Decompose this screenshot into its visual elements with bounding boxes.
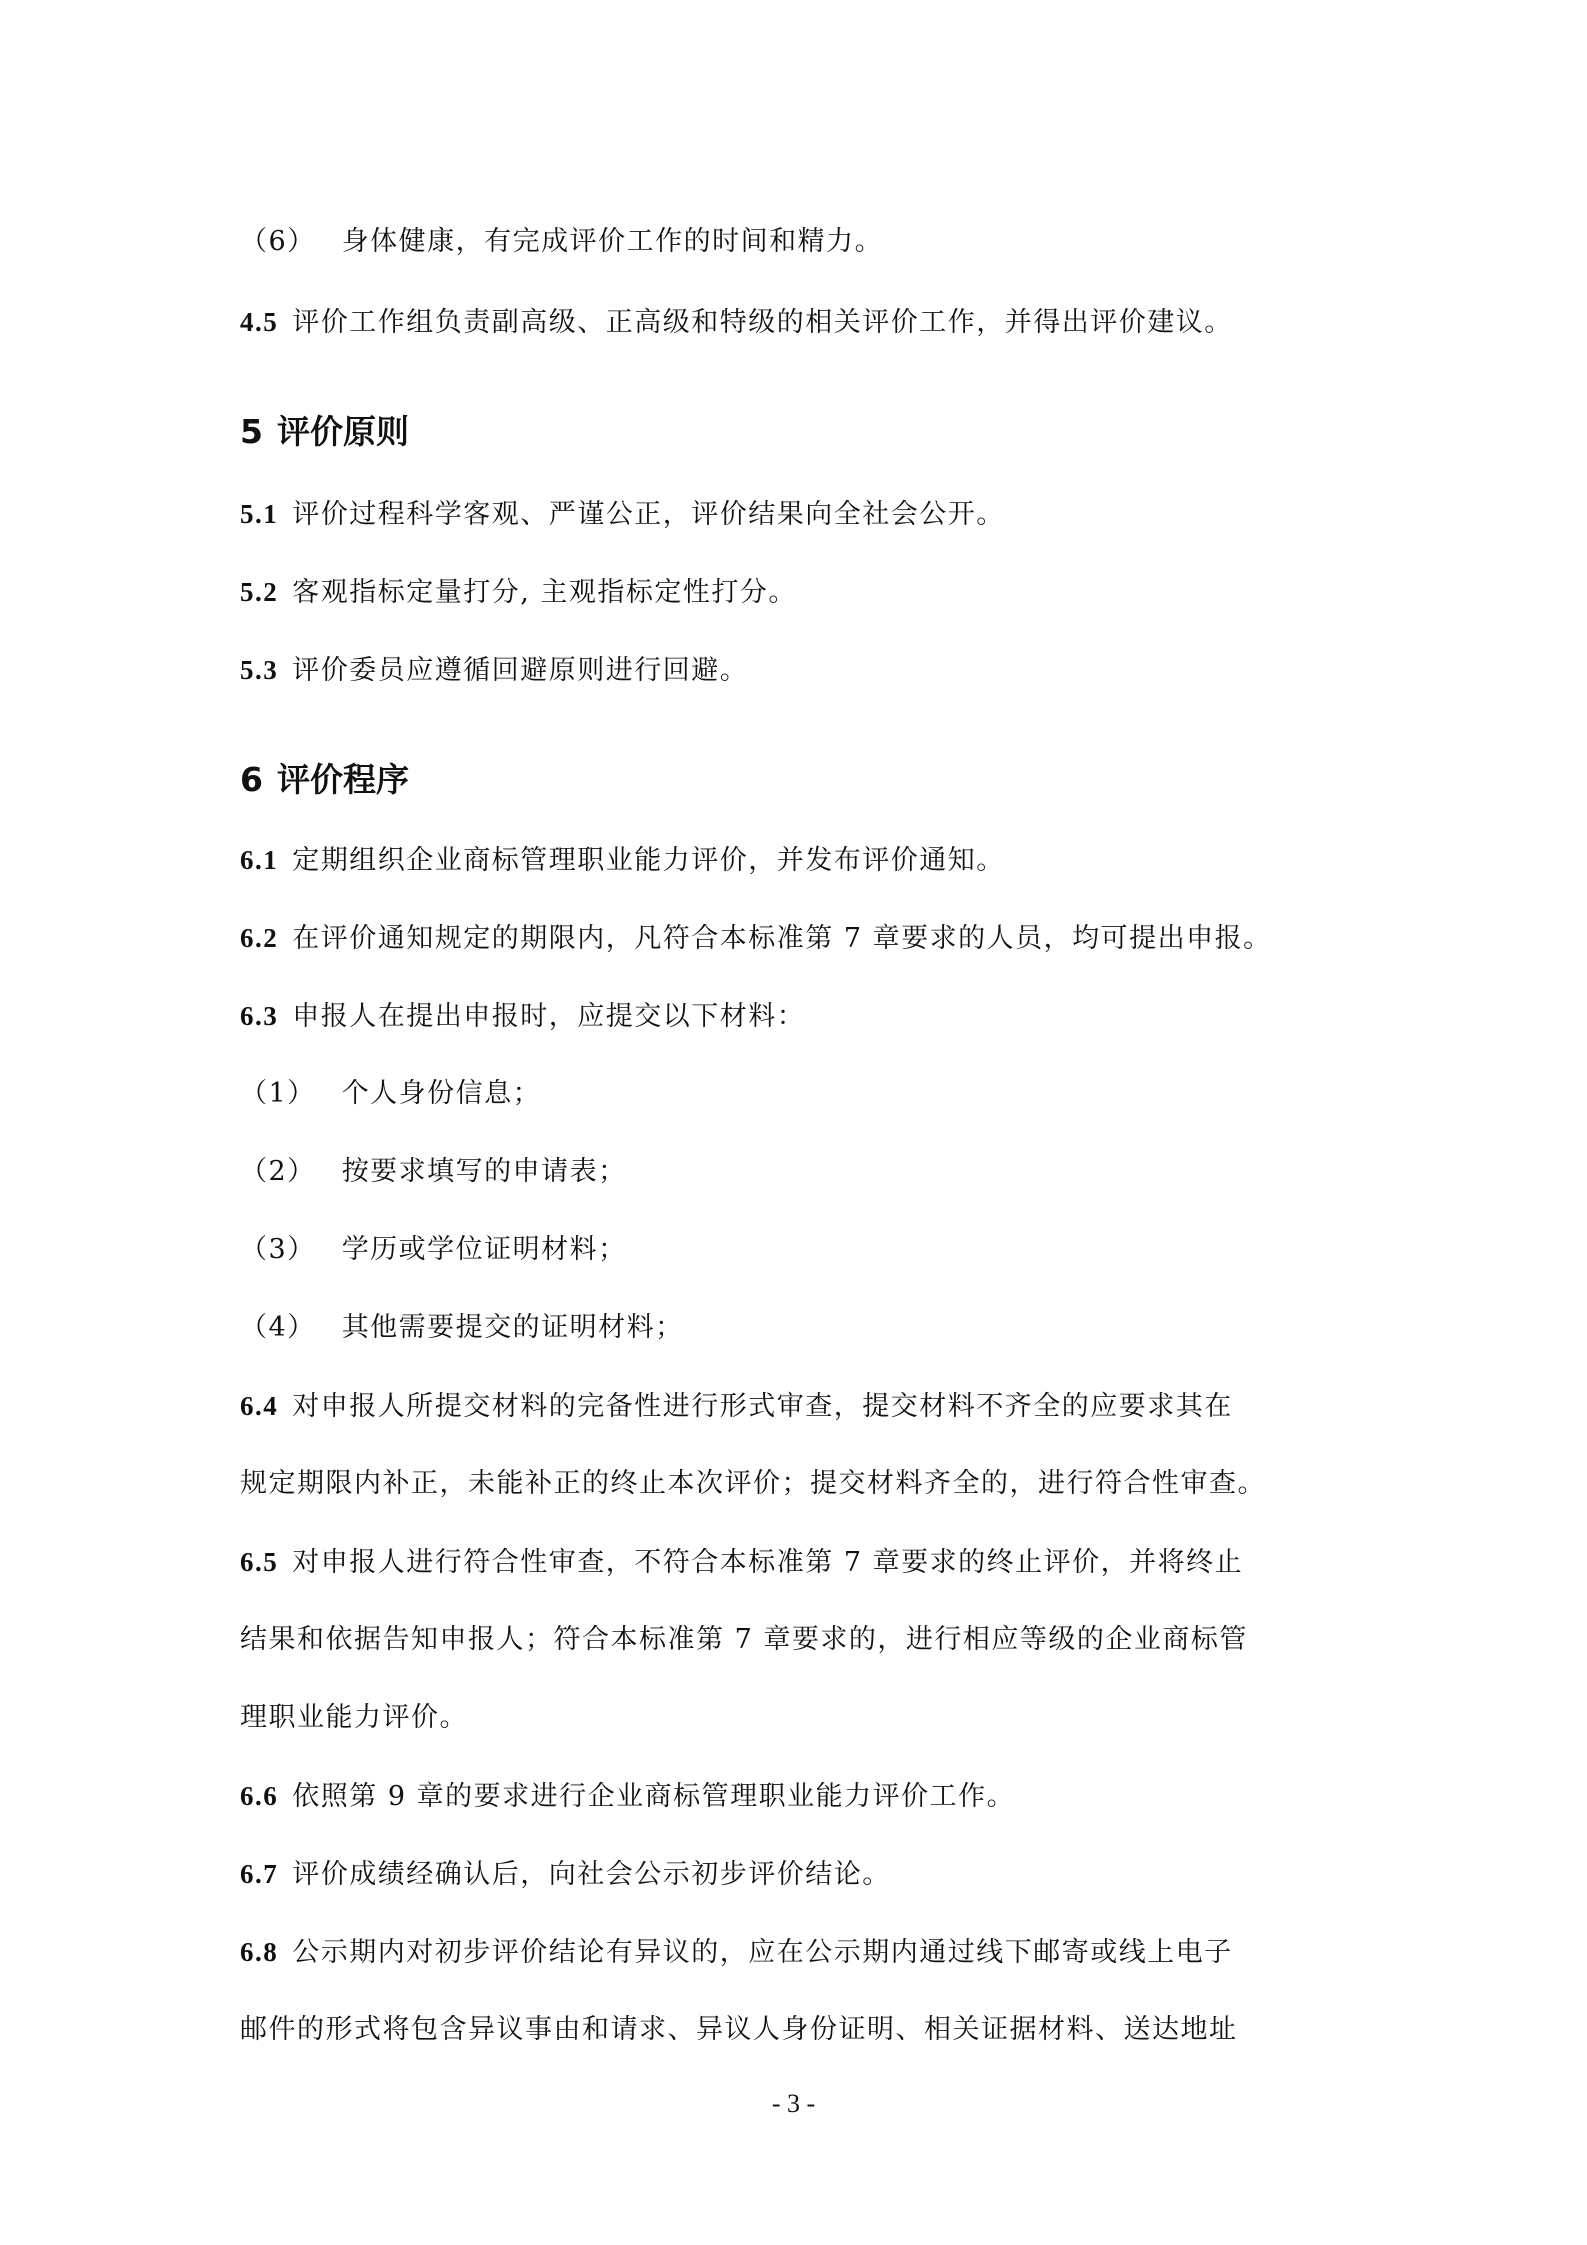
clause-number: 4.5 [240, 307, 279, 337]
list-text: 身体健康，有完成评价工作的时间和精力。 [341, 226, 884, 257]
clause-number: 5.1 [240, 499, 279, 529]
clause-number: 6.6 [240, 1781, 279, 1811]
clause-6-6 [240, 1776, 1015, 1817]
clause-5-2 [240, 572, 797, 613]
clause-number: 6.8 [240, 1937, 279, 1967]
page-number: - 3 - [771, 2089, 816, 2118]
clause-text: 评价成绩经确认后，向社会公示初步评价结论。 [292, 1859, 891, 1890]
list-marker: （2） [240, 1156, 316, 1187]
clause-6-5-continued-2 [240, 1698, 468, 1738]
clause-6-4 [240, 1386, 1233, 1427]
clause-5-1 [240, 494, 1005, 535]
clause-number: 6.1 [240, 845, 279, 875]
list-item-2 [240, 1152, 627, 1192]
clause-text: 客观指标定量打分, 主观指标定性打分。 [292, 577, 797, 608]
clause-number: 5.3 [240, 655, 279, 685]
list-item-6 [240, 222, 883, 262]
clause-6-3 [240, 996, 805, 1037]
clause-text: 定期组织企业商标管理职业能力评价，并发布评价通知。 [292, 845, 1005, 876]
list-marker: （1） [240, 1078, 316, 1109]
clause-6-5-continued [240, 1620, 1248, 1660]
clause-6-8-continued [240, 2010, 1238, 2050]
clause-number: 5.2 [240, 577, 279, 607]
list-text: 其他需要提交的证明材料； [341, 1312, 684, 1343]
list-marker: （4） [240, 1312, 316, 1343]
clause-text: 评价委员应遵循回避原则进行回避。 [292, 655, 749, 686]
section-heading-5 [240, 410, 409, 454]
clause-number: 6.7 [240, 1859, 279, 1889]
clause-6-1 [240, 840, 1005, 881]
clause-5-3 [240, 650, 748, 691]
clause-4-5 [240, 302, 1233, 343]
clause-text: 结果和依据告知申报人；符合本标准第 7 章要求的，进行相应等级的企业商标管 [240, 1624, 1248, 1655]
clause-text: 在评价通知规定的期限内，凡符合本标准第 7 章要求的人员，均可提出申报。 [292, 923, 1272, 954]
clause-number: 6.2 [240, 923, 279, 953]
clause-text: 邮件的形式将包含异议事由和请求、异议人身份证明、相关证据材料、送达地址 [240, 2014, 1238, 2045]
clause-text: 评价工作组负责副高级、正高级和特级的相关评价工作，并得出评价建议。 [292, 307, 1233, 338]
clause-6-7 [240, 1854, 891, 1895]
clause-number: 6.3 [240, 1001, 279, 1031]
list-text: 学历或学位证明材料； [341, 1234, 627, 1265]
clause-text: 对申报人所提交材料的完备性进行形式审查，提交材料不齐全的应要求其在 [292, 1391, 1233, 1422]
clause-text: 评价过程科学客观、严谨公正，评价结果向全社会公开。 [292, 499, 1005, 530]
list-item-1 [240, 1074, 541, 1114]
clause-6-5 [240, 1542, 1243, 1583]
clause-6-2 [240, 918, 1272, 959]
section-title: 评价原则 [276, 412, 409, 451]
clause-text: 理职业能力评价。 [240, 1702, 468, 1733]
list-item-3 [240, 1230, 627, 1270]
clause-text: 申报人在提出申报时，应提交以下材料： [292, 1001, 806, 1032]
list-text: 个人身份信息； [341, 1078, 542, 1109]
section-number: 5 [240, 412, 263, 451]
clause-text: 规定期限内补正，未能补正的终止本次评价；提交材料齐全的，进行符合性审查。 [240, 1468, 1266, 1499]
section-number: 6 [240, 760, 263, 799]
clause-number: 6.5 [240, 1547, 279, 1577]
clause-number: 6.4 [240, 1391, 279, 1421]
clause-6-4-continued [240, 1464, 1266, 1504]
clause-text: 对申报人进行符合性审查，不符合本标准第 7 章要求的终止评价，并将终止 [292, 1547, 1244, 1578]
clause-text: 公示期内对初步评价结论有异议的，应在公示期内通过线下邮寄或线上电子 [292, 1937, 1233, 1968]
list-text: 按要求填写的申请表； [341, 1156, 627, 1187]
list-marker: （3） [240, 1234, 316, 1265]
list-item-4 [240, 1308, 684, 1348]
clause-6-8 [240, 1932, 1233, 1973]
section-title: 评价程序 [276, 760, 409, 799]
clause-text: 依照第 9 章的要求进行企业商标管理职业能力评价工作。 [292, 1781, 1016, 1812]
section-heading-6 [240, 758, 409, 802]
list-marker: （6） [240, 226, 316, 257]
